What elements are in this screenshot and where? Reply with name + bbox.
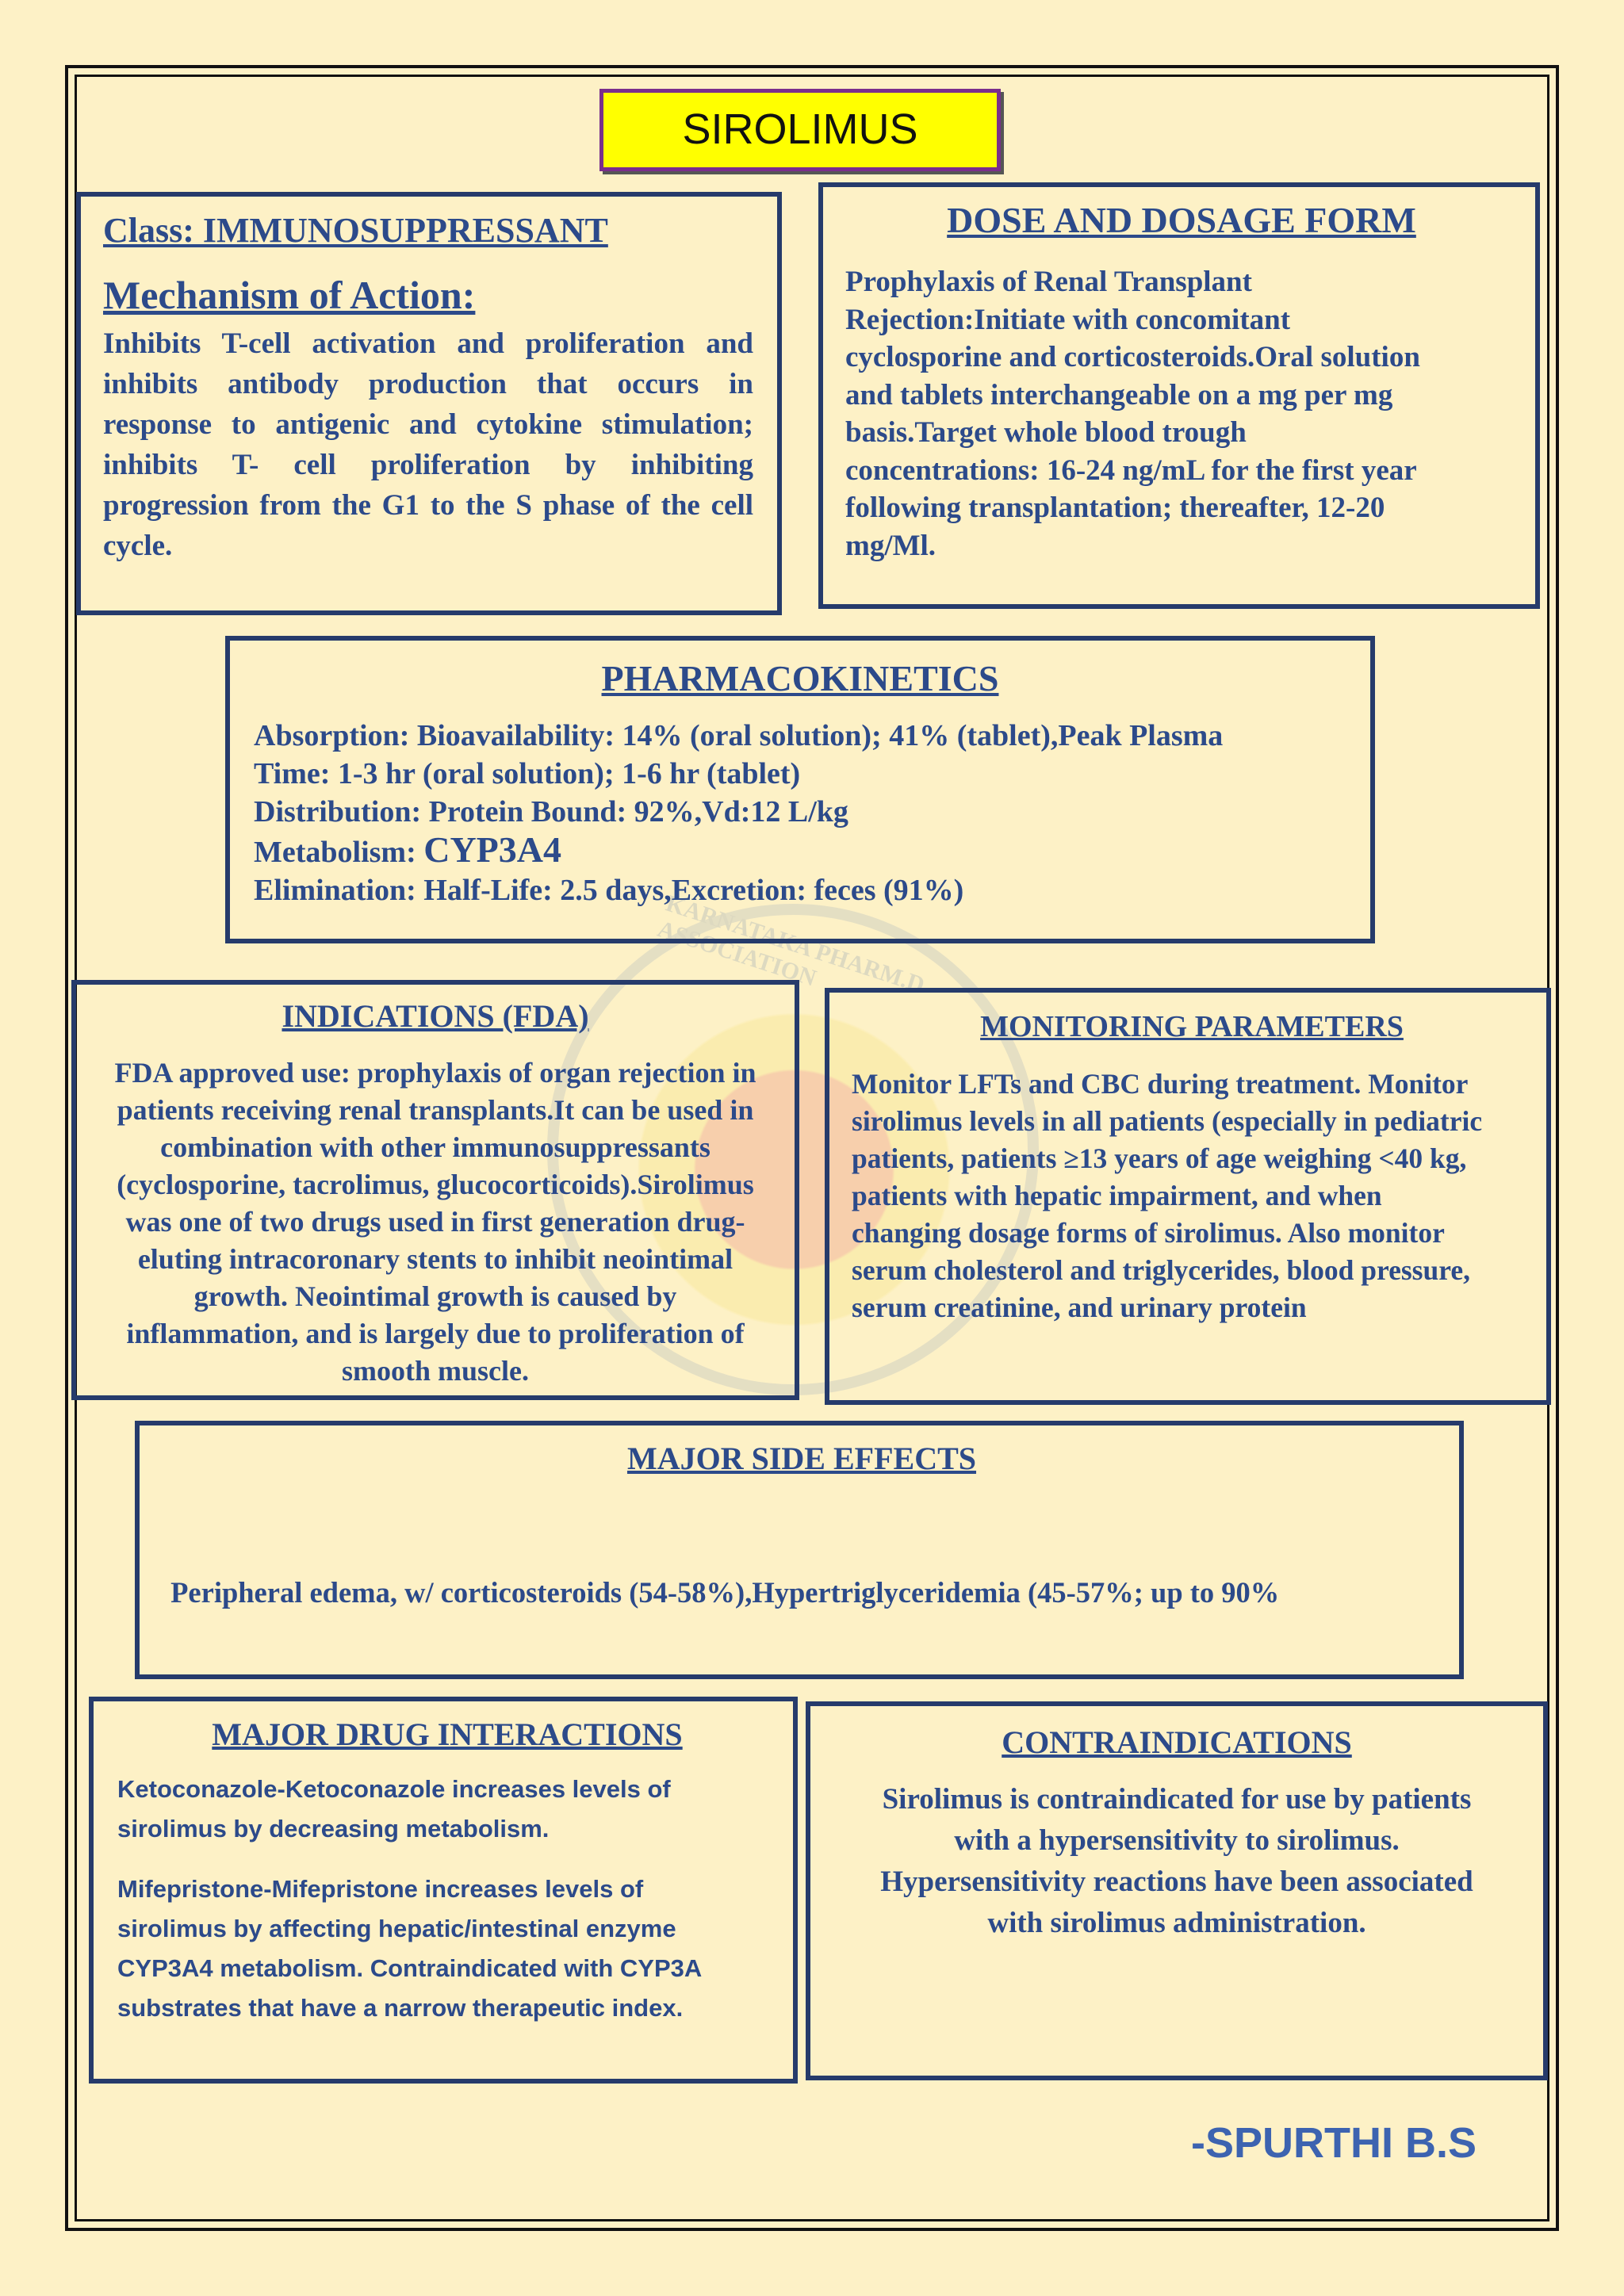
- interactions-line: substrates that have a narrow therapeutic index.: [117, 1994, 684, 2022]
- contraindications-text: [825, 1779, 1529, 1944]
- dose-heading: DOSE AND DOSAGE FORM: [947, 200, 1416, 240]
- interactions-para-1: [117, 1770, 777, 1849]
- dose-text: [845, 263, 1518, 564]
- indications-line: eluting intracoronary stents to inhibit neointimal: [137, 1243, 733, 1275]
- page-title: SIROLIMUS: [599, 89, 1001, 171]
- pk-time: Time: 1-3 hr (oral solution); 1-6 hr (tablet): [254, 757, 801, 790]
- monitoring-line: serum creatinine, and urinary protein: [852, 1292, 1307, 1323]
- pk-elimination: Elimination: Half-Life: 2.5 days,Excretion: feces (91%): [254, 874, 964, 907]
- dose-line: Rejection:Initiate with concomitant: [845, 303, 1291, 336]
- indications-line: combination with other immunosuppressants: [160, 1131, 710, 1163]
- monitoring-line: patients, patients ≥13 years of age weighing <40 kg,: [852, 1142, 1467, 1174]
- pk-distribution: Distribution: Protein Bound: 92%,Vd:12 L/kg: [254, 795, 848, 828]
- moa-text: Inhibits T-cell activation and proliferation and inhibits antibody production that occurs in response to antigenic and cytokine stimulation; inhibits T- cell proliferation by inhibiting progression from the G1 to the S phase of the cell cycle.: [103, 327, 753, 562]
- dose-line: basis.Target whole blood trough: [845, 416, 1247, 449]
- monitoring-line: serum cholesterol and triglycerides, blood pressure,: [852, 1254, 1470, 1286]
- monitoring-heading: MONITORING PARAMETERS: [980, 1010, 1404, 1043]
- pk-text: [254, 717, 1346, 909]
- indications-heading: INDICATIONS (FDA): [282, 998, 589, 1034]
- monitoring-line: sirolimus levels in all patients (especially in pediatric: [852, 1105, 1483, 1137]
- side-effects-heading: MAJOR SIDE EFFECTS: [626, 1441, 977, 1476]
- pk-metabolism: [254, 831, 1346, 871]
- indications-line: inflammation, and is largely due to proliferation of: [126, 1318, 745, 1349]
- pk-heading: PHARMACOKINETICS: [601, 658, 999, 698]
- interactions-line: CYP3A4 metabolism. Contraindicated with CYP3A: [117, 1954, 703, 1982]
- contraindications-line: Hypersensitivity reactions have been associated: [880, 1866, 1473, 1898]
- indications-box: [71, 980, 799, 1400]
- monitoring-line: changing dosage forms of sirolimus. Also monitor: [852, 1217, 1445, 1249]
- indications-line: growth. Neointimal growth is caused by: [193, 1280, 677, 1312]
- contraindications-heading: CONTRAINDICATIONS: [1002, 1724, 1352, 1760]
- monitoring-text: [852, 1066, 1532, 1326]
- dose-line: concentrations: 16-24 ng/mL for the first year: [845, 453, 1417, 487]
- indications-line: was one of two drugs used in first generation drug-: [125, 1206, 745, 1238]
- dose-box: [818, 182, 1540, 609]
- dose-line: Prophylaxis of Renal Transplant: [845, 266, 1252, 298]
- side-effects-box: [135, 1421, 1464, 1679]
- interactions-line: Ketoconazole-Ketoconazole increases levels of: [117, 1775, 671, 1803]
- pk-absorption: Absorption: Bioavailability: 14% (oral solution); 41% (tablet),Peak Plasma: [254, 719, 1224, 752]
- indications-line: smooth muscle.: [342, 1355, 529, 1387]
- indications-line: patients receiving renal transplants.It can be used in: [117, 1094, 754, 1126]
- watermark-text: KARNATAKA PHARM.D ASSOCIATION: [654, 890, 928, 999]
- pharmacokinetics-box: [225, 636, 1375, 943]
- dose-line: following transplantation; thereafter, 12-20: [845, 492, 1385, 524]
- author-signature: -SPURTHI B.S: [1191, 2119, 1477, 2167]
- contraindications-box: [806, 1701, 1548, 2080]
- dose-line: cyclosporine and corticosteroids.Oral solution: [845, 341, 1420, 373]
- contraindications-line: with sirolimus administration.: [987, 1907, 1366, 1939]
- indications-line: FDA approved use: prophylaxis of organ rejection in: [114, 1057, 756, 1089]
- indications-line: (cyclosporine, tacrolimus, glucocorticoids).Sirolimus: [117, 1169, 754, 1200]
- side-effects-text: [163, 1494, 1440, 1679]
- interactions-heading: MAJOR DRUG INTERACTIONS: [212, 1716, 683, 1752]
- contraindications-line: with a hypersensitivity to sirolimus.: [954, 1824, 1400, 1857]
- interactions-line: sirolimus by decreasing metabolism.: [117, 1815, 550, 1843]
- class-label: Class: IMMUNOSUPPRESSANT: [103, 211, 608, 250]
- monitoring-line: Monitor LFTs and CBC during treatment. Monitor: [852, 1068, 1469, 1100]
- monitoring-line: patients with hepatic impairment, and when: [852, 1180, 1382, 1211]
- side-effects-line: Peripheral edema, w/ corticosteroids (54-58%),Hypertriglyceridemia (45-57%; up to 90%: [163, 1576, 1280, 1609]
- interactions-line: Mifepristone-Mifepristone increases levels of: [117, 1875, 644, 1903]
- interactions-para-2: [117, 1869, 777, 2028]
- pk-metabolism-value: CYP3A4: [423, 829, 561, 870]
- moa-heading: Mechanism of Action:: [103, 273, 476, 317]
- pk-metabolism-label: Metabolism:: [254, 836, 424, 869]
- drug-interactions-box: [89, 1697, 798, 2084]
- dose-line: and tablets interchangeable on a mg per mg: [845, 378, 1393, 411]
- class-mechanism-box: [76, 192, 782, 615]
- interactions-line: sirolimus by affecting hepatic/intestinal enzyme: [117, 1915, 676, 1942]
- dose-line: mg/Ml.: [845, 529, 936, 562]
- contraindications-line: Sirolimus is contraindicated for use by patients: [882, 1783, 1472, 1816]
- monitoring-box: [825, 988, 1551, 1405]
- indications-text: [89, 1054, 782, 1390]
